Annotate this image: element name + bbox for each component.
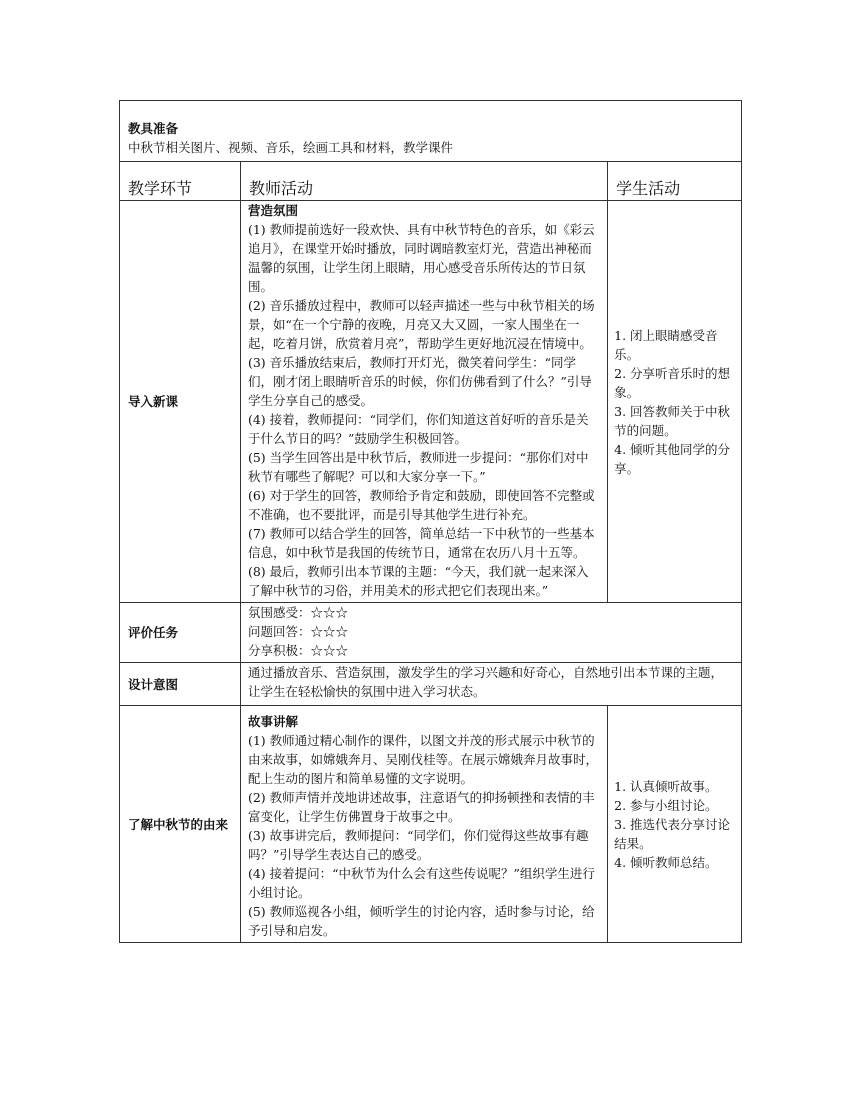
intent-text: 通过播放音乐、营造氛围，激发学生的学习兴趣和好奇心，自然地引出本节课的主题，让学生在轻松愉快的氛围中进入学习状态。 xyxy=(240,663,741,706)
header-col1: 教学环节 xyxy=(120,162,241,201)
section1-para: (2) 音乐播放过程中，教师可以轻声描述一些与中秋节相关的场景，如“在一个宁静的夜晚，月亮又大又圆，一家人围坐在一起，吃着月饼，欣赏着月亮”，帮助学生更好地沉浸在情境中。 xyxy=(247,298,595,351)
section1-student-item: 3. 回答教师关于中秋节的问题。 xyxy=(614,403,731,438)
section2-row xyxy=(120,706,742,943)
section1-student-item: 1. 闭上眼睛感受音乐。 xyxy=(614,327,718,362)
intent-row xyxy=(120,663,742,706)
section2-para: (3) 故事讲完后，教师提问：“同学们，你们觉得这些故事有趣吗？”引导学生表达自己的感受。 xyxy=(247,828,589,862)
section1-para: (1) 教师提前选好一段欢快、具有中秋节特色的音乐，如《彩云追月》，在课堂开始时播放，同时调暗教室灯光，营造出神秘而温馨的氛围，让学生闭上眼睛，用心感受音乐所传达的节日氛围。 xyxy=(247,222,595,294)
prep-row xyxy=(120,101,742,162)
lesson-plan-table xyxy=(119,100,742,943)
eval-cell xyxy=(240,603,741,663)
section1-student-item: 4. 倾听其他同学的分享。 xyxy=(614,441,731,476)
section1-para: (3) 音乐播放结束后，教师打开灯光，微笑着问学生：“同学们，刚才闭上眼睛听音乐的时候，你们仿佛看到了什么？”引导学生分享自己的感受。 xyxy=(247,355,592,408)
section2-student xyxy=(608,706,742,943)
section2-student-item: 4. 倾听教师总结。 xyxy=(614,854,718,870)
section1-student-item: 2. 分享听音乐时的想象。 xyxy=(614,365,731,400)
eval-line: 氛围感受：☆☆☆ xyxy=(247,605,348,620)
section1-title: 营造氛围 xyxy=(247,203,298,218)
prep-cell xyxy=(120,101,742,162)
section2-para: (5) 教师巡视各小组，倾听学生的讨论内容，适时参与讨论，给予引导和启发。 xyxy=(247,904,595,938)
header-row xyxy=(120,162,742,201)
section1-para: (6) 对于学生的回答，教师给予肯定和鼓励，即使回答不完整或不准确，也不要批评，而是引导其他学生进行补充。 xyxy=(247,488,595,522)
eval-line: 问题回答：☆☆☆ xyxy=(247,624,348,639)
section1-para: (7) 教师可以结合学生的回答，简单总结一下中秋节的一些基本信息，如中秋节是我国的传统节日，通常在农历八月十五等。 xyxy=(247,526,595,560)
section2-student-item: 1. 认真倾听故事。 xyxy=(614,778,718,794)
section1-para: (5) 当学生回答出是中秋节后，教师进一步提问：“那你们对中秋节有哪些了解呢？可以和大家分享一下。” xyxy=(247,450,589,484)
section2-para: (4) 接着提问：“中秋节为什么会有这些传说呢？”组织学生进行小组讨论。 xyxy=(247,866,595,900)
section2-student-item: 2. 参与小组讨论。 xyxy=(614,797,718,813)
header-col2: 教师活动 xyxy=(240,162,607,201)
section2-title: 故事讲解 xyxy=(247,714,298,729)
lesson-plan-page xyxy=(119,100,742,943)
prep-text: 中秋节相关图片、视频、音乐，绘画工具和材料，教学课件 xyxy=(128,140,454,155)
intent-label: 设计意图 xyxy=(120,663,241,706)
section1-row xyxy=(120,201,742,603)
section1-para: (4) 接着，教师提问：“同学们，你们知道这首好听的音乐是关于什么节日的吗？”鼓励学生积极回答。 xyxy=(247,412,589,446)
section2-para: (1) 教师通过精心制作的课件，以图文并茂的形式展示中秋节的由来故事，如嫦娥奔月、吴刚伐桂等。在展示嫦娥奔月故事时，配上生动的图片和简单易懂的文字说明。 xyxy=(247,733,598,786)
header-col3: 学生活动 xyxy=(608,162,742,201)
section1-student xyxy=(608,201,742,603)
section1-teacher xyxy=(240,201,607,603)
section1-label: 导入新课 xyxy=(120,201,241,603)
eval-label: 评价任务 xyxy=(120,603,241,663)
section2-label: 了解中秋节的由来 xyxy=(120,706,241,943)
eval-line: 分享积极：☆☆☆ xyxy=(247,643,348,658)
section2-student-item: 3. 推选代表分享讨论结果。 xyxy=(614,816,731,851)
section1-para: (8) 最后，教师引出本节课的主题：“今天，我们就一起来深入了解中秋节的习俗，并用美术的形式把它们表现出来。” xyxy=(247,564,589,598)
section2-teacher xyxy=(240,706,607,943)
prep-title: 教具准备 xyxy=(128,121,179,136)
section2-para: (2) 教师声情并茂地讲述故事，注意语气的抑扬顿挫和表情的丰富变化，让学生仿佛置身于故事之中。 xyxy=(247,790,595,824)
eval-row xyxy=(120,603,742,663)
